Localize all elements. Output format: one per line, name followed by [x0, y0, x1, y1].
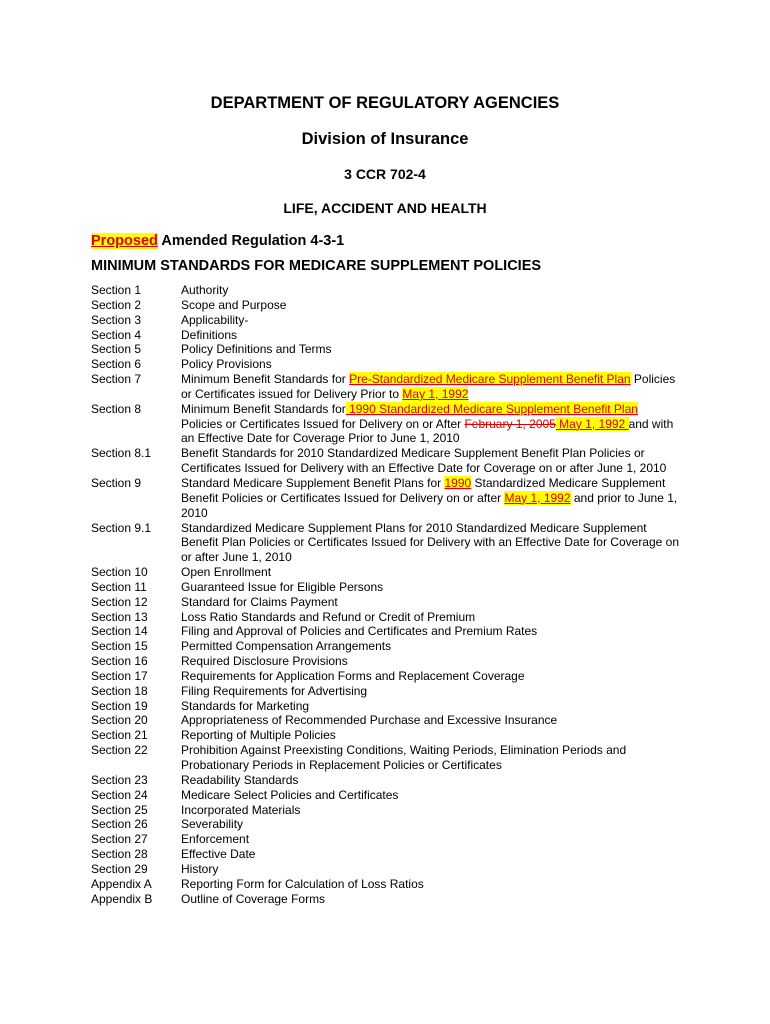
toc-section-title	[181, 476, 679, 521]
title-text: Loss Ratio Standards and Refund or Credit of Premium	[181, 609, 476, 624]
toc-row	[91, 402, 691, 447]
title-text: Definitions	[181, 327, 238, 342]
title-text: Reporting of Multiple Policies	[181, 728, 336, 743]
title-text: Permitted Compensation Arrangements	[181, 639, 392, 654]
toc-row	[91, 298, 691, 313]
title-text: Authority	[181, 283, 229, 297]
toc-row	[91, 832, 691, 847]
toc-section-number: Section 26	[91, 817, 148, 832]
division-heading: Division of Insurance	[301, 130, 469, 148]
proposed-marker: Proposed	[91, 233, 158, 249]
toc-section-number: Section 28	[91, 847, 148, 862]
toc-section-number: Section 2	[91, 297, 142, 312]
toc-section-title	[181, 357, 679, 372]
toc-section-title	[181, 372, 679, 402]
toc-section-number: Section 3	[91, 312, 142, 327]
toc-section-number: Section 16	[91, 654, 148, 669]
title-text: Standard for Claims Payment	[181, 594, 338, 609]
toc-section-title	[181, 654, 679, 669]
inserted-text: May 1, 1992	[555, 416, 629, 431]
title-text: Minimum Benefit Standards for	[181, 401, 346, 416]
toc-section-number: Section 9	[91, 475, 142, 490]
title-text: Readability Standards	[181, 772, 299, 787]
toc-section-number: Section 4	[91, 327, 142, 342]
toc-row	[91, 283, 691, 298]
title-text: Incorporated Materials	[181, 802, 301, 817]
title-text: Medicare Select Policies and Certificates	[181, 787, 399, 802]
title-text: History	[181, 861, 219, 876]
toc-row	[91, 892, 691, 907]
toc-row	[91, 328, 691, 343]
toc-section-title	[181, 892, 679, 907]
title-text: Standardized Medicare Supplement Plans for 2010 Standardized Medicare Supplement Benefit Plan Policies or Certificates Issued for Delivery with an Effective Date for Coverage on or after June 1, 2010	[181, 520, 680, 565]
area-heading: LIFE, ACCIDENT AND HEALTH	[283, 200, 487, 216]
toc-row	[91, 699, 691, 714]
title-text: Benefit Standards for 2010 Standardized Medicare Supplement Benefit Plan Policies or Certificates Issued for Delivery with an Effective Date for Coverage on or after June 1, 2010	[181, 446, 667, 476]
toc-section-number: Appendix B	[91, 891, 153, 906]
toc-section-title	[181, 342, 679, 357]
toc-section-number: Section 8	[91, 401, 142, 416]
toc-section-title	[181, 728, 679, 743]
title-text: Guaranteed Issue for Eligible Persons	[181, 579, 384, 594]
toc-row	[91, 595, 691, 610]
title-text: Filing Requirements for Advertising	[181, 683, 368, 698]
inserted-text: Pre-Standardized Medicare Supplement Benefit Plan	[349, 372, 631, 387]
deleted-text: February 1, 2005	[464, 416, 556, 431]
toc-section-number: Section 25	[91, 802, 148, 817]
regulation-title	[91, 233, 344, 249]
title-text: Standardized Medicare Supplement Benefit Policies or Certificates Issued for Delivery on or after	[181, 475, 666, 505]
title-text: Open Enrollment	[181, 565, 272, 580]
toc-row	[91, 877, 691, 892]
toc-section-number: Section 17	[91, 668, 148, 683]
toc-section-number: Section 15	[91, 639, 148, 654]
toc-section-number: Section 21	[91, 728, 148, 743]
toc-row	[91, 357, 691, 372]
title-text: Policy Definitions and Terms	[181, 342, 332, 357]
title-text: Reporting Form for Calculation of Loss Ratios	[181, 876, 424, 891]
toc-row	[91, 743, 691, 773]
title-text: and with an Effective Date for Coverage Prior to June 1, 2010	[181, 416, 674, 446]
toc-row	[91, 476, 691, 521]
toc-row	[91, 580, 691, 595]
toc-section-title	[181, 817, 679, 832]
title-text: Filing and Approval of Policies and Certificates and Premium Rates	[181, 624, 538, 639]
toc-row	[91, 639, 691, 654]
toc-section-title	[181, 565, 679, 580]
toc-section-title	[181, 743, 679, 773]
title-text: Policies or Certificates Issued for Delivery on or After	[181, 416, 465, 431]
title-text: and prior to June 1, 2010	[181, 490, 678, 520]
toc-section-number: Section 29	[91, 861, 148, 876]
toc-section-number: Section 22	[91, 743, 148, 758]
toc-row	[91, 803, 691, 818]
toc-section-number: Section 7	[91, 372, 142, 387]
title-text: Prohibition Against Preexisting Conditions, Waiting Periods, Elimination Periods and Probationary Periods in Replacement Policies or Certificates	[181, 743, 627, 772]
toc-section-number: Section 19	[91, 698, 148, 713]
toc-row	[91, 773, 691, 788]
title-text: Severability	[181, 817, 244, 832]
toc-section-title	[181, 877, 679, 892]
toc-section-number: Section 6	[91, 357, 142, 372]
toc-row	[91, 788, 691, 803]
toc-section-number: Section 23	[91, 772, 148, 787]
toc-row	[91, 817, 691, 832]
toc-section-title	[181, 610, 679, 625]
toc-section-title	[181, 402, 679, 447]
toc-row	[91, 684, 691, 699]
toc-section-number: Section 13	[91, 609, 148, 624]
toc-section-title	[181, 580, 679, 595]
title-text: Applicability-	[181, 312, 249, 327]
toc-row	[91, 565, 691, 580]
toc-row	[91, 610, 691, 625]
toc-section-title	[181, 847, 679, 862]
toc-row	[91, 862, 691, 877]
toc-section-number: Section 18	[91, 683, 148, 698]
regulation-subtitle: MINIMUM STANDARDS FOR MEDICARE SUPPLEMENT POLICIES	[91, 258, 542, 274]
toc-row	[91, 728, 691, 743]
toc-section-title	[181, 328, 679, 343]
title-text: Standards for Marketing	[181, 698, 310, 713]
toc-row	[91, 669, 691, 684]
toc-row	[91, 654, 691, 669]
toc-section-title	[181, 713, 679, 728]
table-of-contents	[91, 283, 691, 906]
department-heading: DEPARTMENT OF REGULATORY AGENCIES	[210, 94, 560, 112]
toc-section-number: Section 12	[91, 594, 148, 609]
toc-row	[91, 624, 691, 639]
regulation-name: Amended Regulation 4-3-1	[157, 233, 345, 249]
title-text: Requirements for Application Forms and Replacement Coverage	[181, 668, 525, 683]
title-text: Required Disclosure Provisions	[181, 654, 348, 669]
toc-section-number: Section 1	[91, 283, 142, 297]
inserted-text: 1990 Standardized Medicare Supplement Benefit Plan	[345, 401, 638, 416]
toc-section-title	[181, 521, 679, 566]
toc-row	[91, 342, 691, 357]
title-text: Scope and Purpose	[181, 297, 287, 312]
title-text: Minimum Benefit Standards for	[181, 372, 350, 387]
toc-row	[91, 313, 691, 328]
toc-row	[91, 847, 691, 862]
toc-section-number: Appendix A	[91, 876, 152, 891]
toc-section-title	[181, 624, 679, 639]
toc-section-number: Section 5	[91, 342, 142, 357]
title-text: Effective Date	[181, 847, 256, 862]
toc-section-number: Section 27	[91, 832, 148, 847]
toc-section-title	[181, 699, 679, 714]
toc-section-title	[181, 639, 679, 654]
ccr-citation: 3 CCR 702-4	[344, 166, 426, 182]
toc-row	[91, 713, 691, 728]
toc-section-title	[181, 669, 679, 684]
title-text: Appropriateness of Recommended Purchase and Excessive Insurance	[181, 713, 558, 728]
toc-row	[91, 521, 691, 566]
toc-section-title	[181, 446, 679, 476]
title-text: Policy Provisions	[181, 357, 272, 372]
toc-section-title	[181, 595, 679, 610]
toc-section-title	[181, 298, 679, 313]
title-text: Standard Medicare Supplement Benefit Plans for	[181, 475, 445, 490]
toc-section-title	[181, 773, 679, 788]
toc-row	[91, 446, 691, 476]
title-text: Policies or Certificates issued for Delivery Prior to	[181, 372, 676, 401]
inserted-text: May 1, 1992	[402, 386, 469, 401]
inserted-text: May 1, 1992	[504, 490, 571, 505]
toc-row	[91, 372, 691, 402]
toc-section-number: Section 20	[91, 713, 148, 728]
toc-section-number: Section 11	[91, 579, 147, 594]
toc-section-number: Section 8.1	[91, 446, 152, 461]
toc-section-title	[181, 283, 679, 298]
title-text: Enforcement	[181, 832, 250, 847]
toc-section-title	[181, 684, 679, 699]
toc-section-number: Section 9.1	[91, 520, 152, 535]
toc-section-number: Section 24	[91, 787, 148, 802]
toc-section-title	[181, 788, 679, 803]
title-text: Outline of Coverage Forms	[181, 891, 326, 906]
toc-section-number: Section 10	[91, 565, 148, 580]
toc-section-number: Section 14	[91, 624, 148, 639]
toc-section-title	[181, 832, 679, 847]
toc-section-title	[181, 803, 679, 818]
toc-section-title	[181, 862, 679, 877]
toc-section-title	[181, 313, 679, 328]
inserted-text: 1990	[444, 475, 472, 490]
